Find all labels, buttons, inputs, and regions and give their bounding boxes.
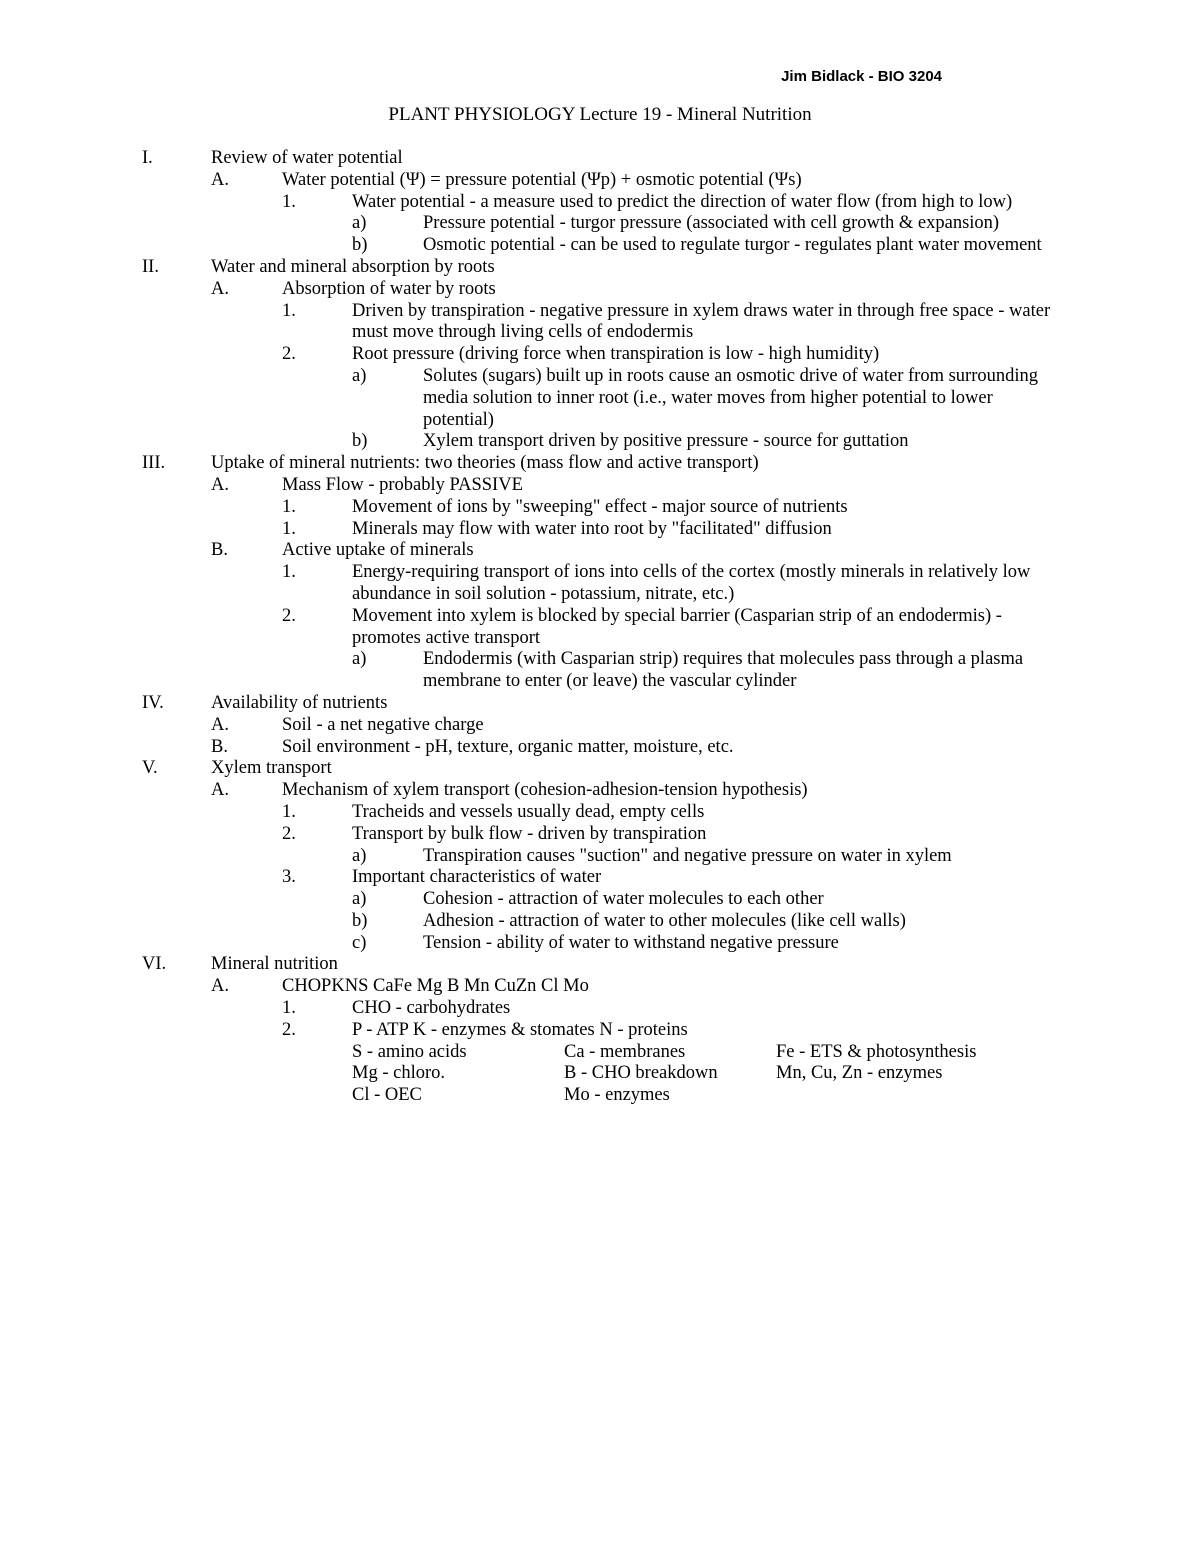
outline-text: Pressure potential - turgor pressure (associated with cell growth & expansion) [423, 213, 1000, 234]
outline-marker: 1. [282, 300, 296, 321]
outline-item-level-3 [0, 301, 1200, 345]
outline-item-level-4 [0, 366, 1200, 431]
outline-marker: 1. [282, 801, 296, 822]
outline-marker: A. [211, 278, 229, 299]
outline-text: Tension - ability of water to withstand negative pressure [423, 932, 839, 953]
outline-marker: 1. [282, 998, 296, 1019]
outline-item-level-4 [0, 846, 1200, 868]
outline-marker: 1. [282, 191, 296, 212]
element-function-cell: Ca - membranes [564, 1041, 686, 1062]
outline-item-level-2 [0, 279, 1200, 301]
outline-item-level-2 [0, 737, 1200, 759]
outline-marker: a) [352, 889, 367, 910]
element-function-table [0, 1042, 1200, 1107]
outline-item-level-3 [0, 497, 1200, 519]
outline-item-level-4 [0, 889, 1200, 911]
outline-marker: 3. [282, 867, 296, 888]
outline-text: CHO - carbohydrates [352, 998, 511, 1019]
outline-item-level-2 [0, 475, 1200, 497]
outline-item-level-1 [0, 148, 1200, 170]
outline-text: Transport by bulk flow - driven by transpiration [352, 823, 707, 844]
outline-marker: A. [211, 976, 229, 997]
outline-marker: a) [352, 845, 367, 866]
outline-marker: a) [352, 213, 367, 234]
outline-item-level-4 [0, 933, 1200, 955]
outline-marker: 2. [282, 823, 296, 844]
outline-text: Active uptake of minerals [282, 540, 474, 561]
outline-text: Availability of nutrients [211, 692, 388, 713]
outline-item-level-3 [0, 192, 1200, 214]
outline-item-level-3 [0, 867, 1200, 889]
outline-marker: b) [352, 910, 368, 931]
page-title: PLANT PHYSIOLOGY Lecture 19 - Mineral Nutrition [388, 104, 812, 125]
outline-item-level-4 [0, 235, 1200, 257]
outline-text: Solutes (sugars) built up in roots cause an osmotic drive of water from surrounding media solution to inner root (i.e., water moves from higher potential to lower potential) [423, 365, 1039, 430]
outline-marker: 1. [282, 496, 296, 517]
outline-text: Energy-requiring transport of ions into cells of the cortex (mostly minerals in relatively low abundance in soil solution - potassium, nitrate, etc.) [352, 562, 1031, 604]
outline-item-level-1 [0, 257, 1200, 279]
outline-item-level-3 [0, 824, 1200, 846]
element-function-cell: Mo - enzymes [564, 1085, 670, 1106]
outline-item-level-2 [0, 715, 1200, 737]
outline-item-level-3 [0, 802, 1200, 824]
outline-marker: IV. [142, 692, 164, 713]
outline-item-level-4 [0, 649, 1200, 693]
outline-text: Xylem transport [211, 758, 332, 779]
outline-text: Water and mineral absorption by roots [211, 256, 495, 277]
outline-text: Driven by transpiration - negative pressure in xylem draws water in through free space - water must move through living cells of endodermis [352, 300, 1051, 343]
outline-text: Mass Flow - probably PASSIVE [282, 474, 523, 495]
outline-item-level-1 [0, 954, 1200, 976]
outline-text: Transpiration causes "suction" and negative pressure on water in xylem [423, 845, 952, 866]
outline-marker: I. [142, 148, 153, 168]
outline-item-level-4 [0, 911, 1200, 933]
outline-item-level-3 [0, 606, 1200, 650]
outline-marker: 2. [282, 605, 296, 626]
outline-item-level-1 [0, 758, 1200, 780]
outline-text: Osmotic potential - can be used to regulate turgor - regulates plant water movement [423, 235, 1042, 256]
outline-text: CHOPKNS CaFe Mg B Mn CuZn Cl Mo [282, 976, 589, 997]
outline-item-level-3 [0, 1020, 1200, 1042]
outline-marker: 1. [282, 562, 296, 583]
outline-item-level-1 [0, 693, 1200, 715]
outline-item-level-2 [0, 976, 1200, 998]
outline-item-level-1 [0, 453, 1200, 475]
element-function-cell: S - amino acids [352, 1041, 467, 1062]
outline-item-level-3 [0, 344, 1200, 366]
outline-marker: b) [352, 235, 368, 256]
outline-item-level-4 [0, 431, 1200, 453]
outline-marker: a) [352, 649, 367, 670]
outline-marker: V. [142, 758, 158, 779]
outline-text: Minerals may flow with water into root by "facilitated" diffusion [352, 518, 832, 539]
outline-item-level-2 [0, 170, 1200, 192]
element-function-cell: Mn, Cu, Zn - enzymes [776, 1063, 943, 1084]
outline-text: Mechanism of xylem transport (cohesion-adhesion-tension hypothesis) [282, 780, 808, 801]
outline-text: Endodermis (with Casparian strip) requires that molecules pass through a plasma membrane to enter (or leave) the vascular cylinder [423, 649, 1024, 692]
outline-text: Water potential (Ψ) = pressure potential (Ψp) + osmotic potential (Ψs) [282, 169, 802, 190]
outline-text: Water potential - a measure used to predict the direction of water flow (from high to low) [352, 191, 1013, 212]
outline-marker: 1. [282, 518, 296, 539]
outline-item-level-2 [0, 540, 1200, 562]
element-function-cell: Cl - OEC [352, 1085, 422, 1106]
outline-marker: 2. [282, 344, 296, 365]
outline-text: Uptake of mineral nutrients: two theories (mass flow and active transport) [211, 453, 759, 474]
outline-text: Soil environment - pH, texture, organic matter, moisture, etc. [282, 736, 734, 757]
element-function-cell: Fe - ETS & photosynthesis [776, 1041, 977, 1062]
outline-text: Soil - a net negative charge [282, 714, 484, 735]
author-header: Jim Bidlack - BIO 3204 [781, 68, 942, 85]
lecture-outline [0, 148, 1200, 1107]
outline-marker: a) [352, 365, 367, 386]
outline-item-level-3 [0, 562, 1200, 606]
outline-text: Absorption of water by roots [282, 278, 496, 299]
outline-text: Xylem transport driven by positive pressure - source for guttation [423, 431, 909, 452]
outline-marker: II. [142, 256, 159, 277]
outline-marker: B. [211, 540, 228, 561]
outline-marker: III. [142, 453, 166, 474]
outline-item-level-2 [0, 780, 1200, 802]
element-function-cell: Mg - chloro. [352, 1063, 445, 1084]
outline-marker: A. [211, 780, 229, 801]
outline-text: Movement into xylem is blocked by special barrier (Casparian strip of an endodermis) - promotes active transport [352, 605, 1002, 648]
outline-marker: A. [211, 714, 229, 735]
outline-marker: 2. [282, 1019, 296, 1040]
outline-item-level-4 [0, 213, 1200, 235]
outline-text: Tracheids and vessels usually dead, empty cells [352, 801, 705, 822]
outline-text: Movement of ions by "sweeping" effect - major source of nutrients [352, 496, 848, 517]
outline-text: P - ATP K - enzymes & stomates N - proteins [352, 1019, 688, 1040]
outline-text: Review of water potential [211, 148, 403, 168]
outline-item-level-3 [0, 998, 1200, 1020]
outline-text: Cohesion - attraction of water molecules to each other [423, 889, 824, 910]
outline-marker: VI. [142, 954, 167, 975]
outline-marker: c) [352, 932, 367, 953]
outline-item-level-3 [0, 519, 1200, 541]
outline-text: Adhesion - attraction of water to other molecules (like cell walls) [423, 910, 906, 931]
outline-marker: B. [211, 736, 228, 757]
outline-marker: b) [352, 431, 368, 452]
element-function-cell: B - CHO breakdown [564, 1063, 718, 1084]
outline-text: Root pressure (driving force when transpiration is low - high humidity) [352, 344, 880, 365]
outline-text: Mineral nutrition [211, 954, 338, 975]
outline-marker: A. [211, 474, 229, 495]
outline-text: Important characteristics of water [352, 867, 602, 888]
outline-marker: A. [211, 169, 229, 190]
